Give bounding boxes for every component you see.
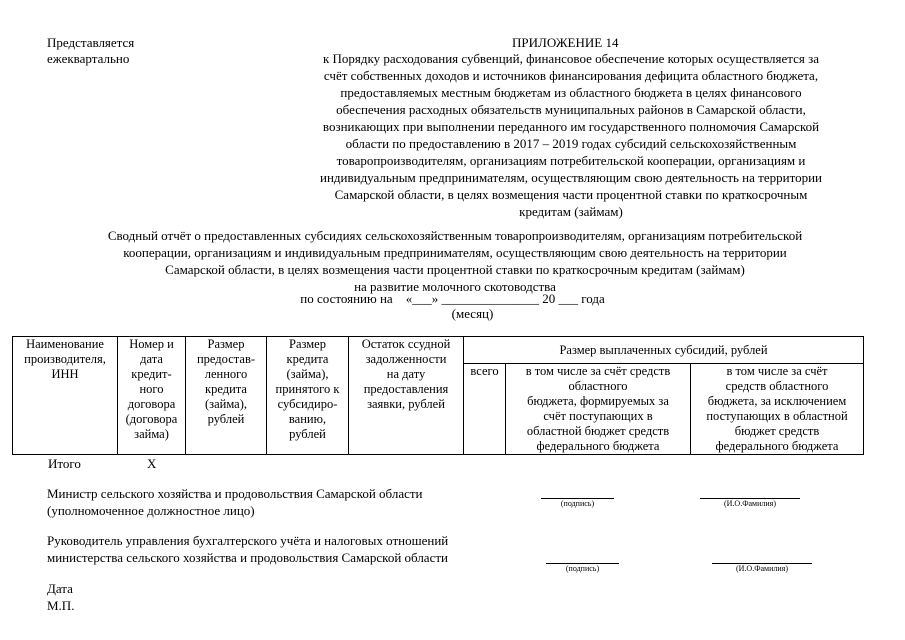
appendix-line: области по предоставлению в 2017 – 2019 годах субсидий сельскохозяйственным <box>345 136 797 151</box>
signatory-role-line: Руководитель управления бухгалтерского учёта и налоговых отношений <box>47 533 449 548</box>
signatory-role-line: (уполномоченное должностное лицо) <box>47 503 255 518</box>
appendix-line: индивидуальным предпринимателям, осуществляющим свою деятельность на территории <box>319 170 822 185</box>
report-date-line: по состоянию на «___» _______________ 20 ___ года <box>300 291 605 306</box>
column-debt-balance: Остаток ссудной задолженности на дату предоставления заявки, рублей <box>349 337 464 455</box>
appendix-line: счёт собственных доходов и источников финансирования дефицита областного бюджета, <box>323 68 819 83</box>
appendix-line: обеспечения расходных обязательств муниципальных районов в Самарской области, <box>336 102 806 117</box>
signature-caption: (подпись) <box>565 564 600 573</box>
signatory-role-line: министерства сельского хозяйства и продовольствия Самарской области <box>47 550 448 565</box>
totals-label: Итого <box>48 456 81 471</box>
report-title-line: кооперации, организациям и индивидуальным предпринимателям, осуществляющим свою деятельность на территории <box>123 245 787 260</box>
report-title-line: Самарской области, в целях возмещения части процентной ставки по краткосрочным кредитам (займам) <box>165 262 745 277</box>
seal-label: М.П. <box>47 598 75 613</box>
appendix-description <box>285 50 857 220</box>
appendix-title: ПРИЛОЖЕНИЕ 14 <box>512 35 619 50</box>
report-title-line: на развитие молочного скотоводства <box>354 279 556 294</box>
appendix-line: к Порядку расходования субвенций, финансовое обеспечение которых осуществляется за <box>322 51 820 66</box>
subsidies-table <box>12 336 864 455</box>
totals-mark: Х <box>147 456 157 471</box>
name-caption: (И.О.Фамилия) <box>735 564 789 573</box>
appendix-line: кредитам (займам) <box>519 204 623 219</box>
submission-frequency-note <box>47 35 134 67</box>
note-line: Представляется <box>47 35 135 50</box>
note-line: ежеквартально <box>47 51 130 66</box>
column-producer-name: Наименование производителя, ИНН <box>13 337 118 455</box>
appendix-line: товаропроизводителям, организациям потребительской кооперации, организациям и <box>336 153 806 168</box>
month-caption: (месяц) <box>451 306 494 321</box>
column-credit-size: Размер предостав- ленного кредита (займа), рублей <box>186 337 267 455</box>
date-label: Дата <box>47 581 73 596</box>
signatory-accounting-head <box>47 532 448 566</box>
signature-caption: (подпись) <box>560 499 595 508</box>
signatory-role-line: Министр сельского хозяйства и продовольствия Самарской области <box>47 486 423 501</box>
appendix-line: предоставляемых местным бюджетам из областного бюджета в целях финансового <box>340 85 802 100</box>
name-caption: (И.О.Фамилия) <box>723 499 777 508</box>
column-paid-federal: в том числе за счёт средств областного бюджета, формируемых за счёт поступающих в областной бюджет средств федерального бюджета <box>506 364 691 455</box>
column-paid-subsidies: Размер выплаченных субсидий, рублей <box>464 337 864 364</box>
signatory-minister <box>47 485 423 519</box>
report-title <box>40 227 870 295</box>
report-title-line: Сводный отчёт о предоставленных субсидиях сельскохозяйственным товаропроизводителям, организациям потребительской <box>107 228 803 243</box>
column-paid-regional: в том числе за счёт средств областного бюджета, за исключением поступающих в областной бюджет средств федерального бюджета <box>691 364 864 455</box>
appendix-line: Самарской области, в целях возмещения части процентной ставки по краткосрочным <box>334 187 808 202</box>
appendix-line: возникающих при выполнении переданного им государственного полномочия Самарской <box>322 119 820 134</box>
column-accepted-credit: Размер кредита (займа), принятого к субсидиро- ванию, рублей <box>267 337 349 455</box>
column-paid-total: всего <box>464 364 506 455</box>
column-contract: Номер и дата кредит- ного договора (договора займа) <box>118 337 186 455</box>
